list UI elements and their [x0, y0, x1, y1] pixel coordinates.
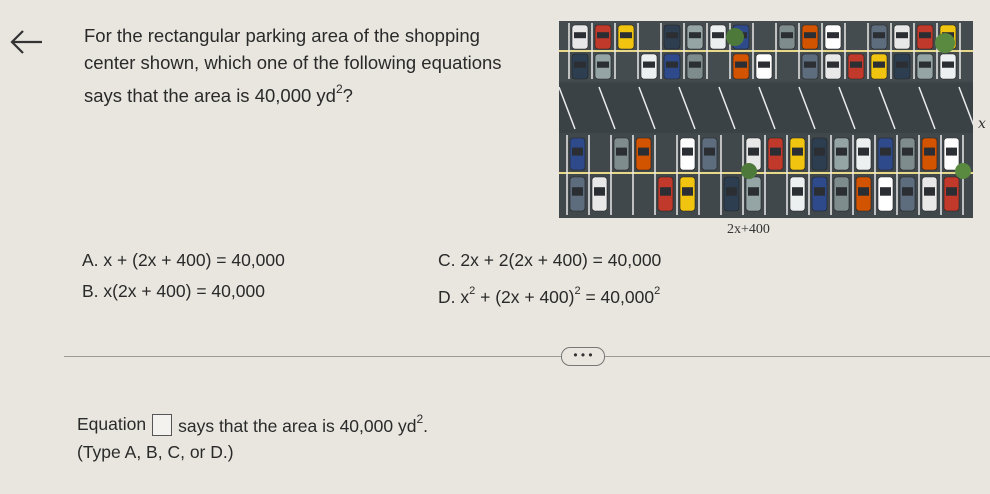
- choice-a[interactable]: [82, 250, 285, 271]
- section-divider: [64, 356, 990, 357]
- answer-sentence: [77, 412, 428, 437]
- answer-hint: (Type A, B, C, or D.): [77, 442, 234, 462]
- choice-d[interactable]: [438, 285, 660, 308]
- question-exponent: 2: [335, 82, 343, 96]
- choice-d-exp3: 2: [654, 285, 661, 297]
- choice-a-text: x + (2x + 400) = 40,000: [103, 250, 285, 270]
- answer-input[interactable]: [152, 414, 172, 436]
- more-options-button[interactable]: • • •: [561, 347, 605, 366]
- answer-exponent: 2: [416, 412, 424, 426]
- question-text: [84, 22, 554, 109]
- choice-a-letter: A.: [82, 250, 99, 270]
- question-mark: ?: [342, 85, 353, 106]
- choice-d-part1: x: [460, 287, 470, 307]
- answer-suffix-text: says that the area is 40,000 yd: [178, 416, 417, 436]
- back-arrow-icon[interactable]: [6, 22, 46, 62]
- choice-d-part2: + (2x + 400): [475, 287, 575, 307]
- choice-d-letter: D.: [438, 287, 456, 307]
- choice-d-exp2: 2: [574, 285, 581, 297]
- answer-prefix: Equation: [77, 414, 147, 434]
- answer-suffix: [178, 412, 428, 437]
- choice-c-letter: C.: [438, 250, 456, 270]
- choice-d-part3: = 40,000: [580, 287, 655, 307]
- choice-d-text: [460, 287, 660, 307]
- choice-b-letter: B.: [82, 281, 99, 301]
- question-line-3: [84, 76, 554, 109]
- choice-d-exp1: 2: [469, 285, 476, 297]
- choice-c[interactable]: [438, 250, 661, 271]
- width-label: 2x+400: [727, 222, 770, 237]
- choice-c-text: 2x + 2(2x + 400) = 40,000: [460, 250, 662, 270]
- choice-b-text: x(2x + 400) = 40,000: [103, 281, 265, 301]
- question-line-3-text: says that the area is 40,000 yd: [84, 85, 336, 106]
- choice-b[interactable]: [82, 281, 265, 302]
- question-line-2: center shown, which one of the following equations: [84, 52, 502, 73]
- parking-lot-image: [559, 21, 973, 218]
- height-label: x: [978, 116, 986, 132]
- parking-lot-drawing: [559, 21, 973, 218]
- question-line-1: For the rectangular parking area of the shopping: [84, 25, 480, 46]
- answer-period: .: [423, 416, 428, 436]
